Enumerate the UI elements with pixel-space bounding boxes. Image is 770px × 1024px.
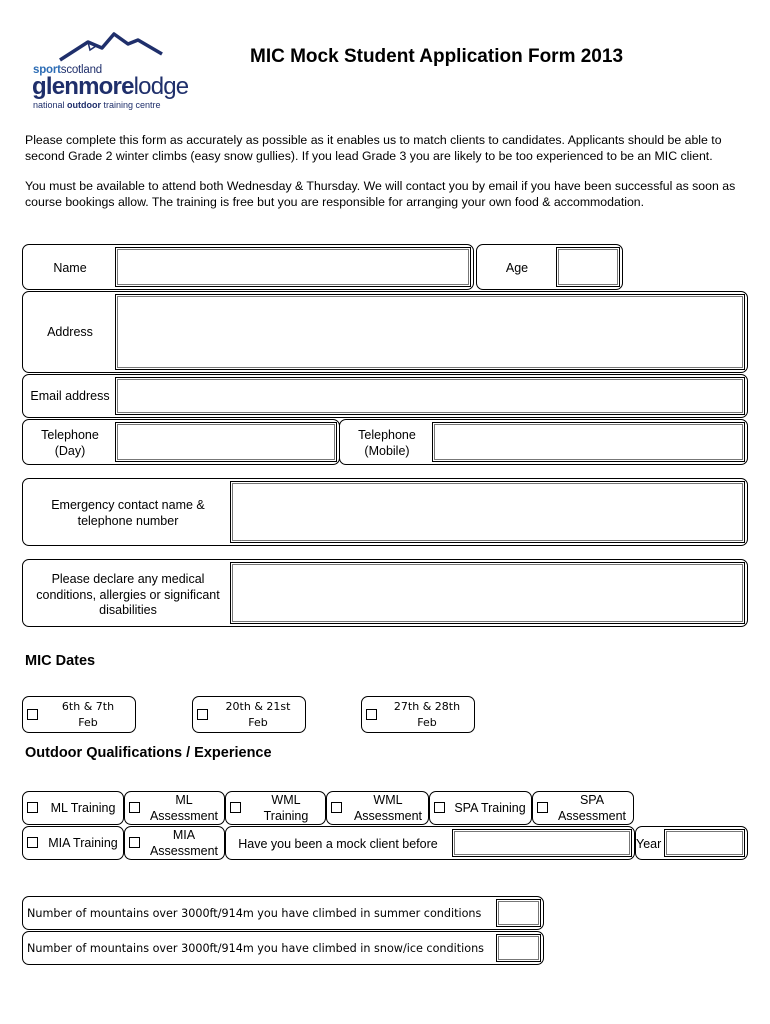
logo-lodge: lodge (133, 73, 189, 100)
email-field[interactable] (115, 377, 745, 415)
address-label: Address (47, 325, 93, 339)
wml-assessment-line2: Assessment (353, 808, 423, 823)
ml-training-checkbox[interactable] (27, 802, 38, 813)
age-field[interactable] (556, 247, 620, 287)
qualifications-heading: Outdoor Qualifications / Experience (25, 745, 272, 761)
date-option-3-line2: Feb (417, 715, 437, 729)
logo-scotland: scotland (60, 64, 102, 76)
medical-label-line3: disabilities (99, 603, 157, 617)
mock-client-label: Have you been a mock client before (238, 837, 438, 851)
summer-mountains-label: Number of mountains over 3000ft/914m you have climbed in summer conditions (27, 907, 482, 920)
medical-label-line1: Please declare any medical (51, 572, 205, 586)
wml-assessment-line1: WML (373, 793, 403, 807)
age-label: Age (505, 261, 529, 275)
email-label: Email address (30, 389, 110, 403)
spa-assessment-line1: SPA (579, 793, 605, 807)
date-option-2-line2: Feb (248, 715, 268, 729)
ml-assessment-line2: Assessment (149, 808, 219, 823)
intro-paragraph-2: You must be available to attend both Wednesday & Thursday. We will contact you by email if you have been successful as soon as course bookings allow. The training is free but you are responsible for arranging your own food & accommodation. (25, 179, 736, 209)
telephone-mobile-label-line2: (Mobile) (364, 443, 410, 458)
mia-training-label: MIA Training (48, 836, 118, 850)
wml-training-line1: WML (271, 793, 301, 807)
logo-outdoor: outdoor (67, 100, 102, 110)
spa-training-label: SPA Training (454, 801, 526, 815)
name-field[interactable] (115, 247, 471, 287)
address-field[interactable] (115, 294, 745, 370)
intro-paragraph-1: Please complete this form as accurately as possible as it enables us to match clients to candidates. Applicants should be able to second Grade 2 winter climbs (easy snow gullies). If you lead Grade 3 you are likely to be too experienced to be an MIC client. (25, 133, 722, 163)
date-option-3-checkbox[interactable] (366, 709, 377, 720)
date-option-1-line2: Feb (78, 715, 98, 729)
winter-mountains-label: Number of mountains over 3000ft/914m you have climbed in snow/ice conditions (27, 942, 484, 955)
date-option-2-line1: 20th & 21st (225, 700, 291, 713)
medical-label-line2: conditions, allergies or significant (36, 587, 220, 602)
wml-assessment-label (346, 793, 430, 824)
medical-field[interactable] (230, 562, 745, 624)
wml-training-line2: Training (263, 808, 309, 823)
telephone-day-label (22, 428, 118, 459)
telephone-mobile-field[interactable] (432, 422, 745, 462)
wml-training-label (243, 793, 329, 824)
logo-glenmore: glenmore (32, 73, 134, 100)
ml-assessment-label (142, 793, 226, 824)
summer-mountains-field[interactable] (496, 899, 541, 927)
medical-label (22, 572, 234, 619)
date-option-3-label (379, 699, 475, 730)
wml-training-checkbox[interactable] (230, 802, 241, 813)
spa-assessment-label (549, 793, 635, 824)
telephone-day-field[interactable] (115, 422, 337, 462)
telephone-mobile-label (339, 428, 435, 459)
mock-client-field[interactable] (452, 829, 632, 857)
telephone-mobile-label-line1: Telephone (358, 428, 416, 442)
emergency-contact-label (22, 498, 234, 529)
ml-assessment-checkbox[interactable] (129, 802, 140, 813)
date-option-2-label (210, 699, 306, 730)
spa-training-checkbox[interactable] (434, 802, 445, 813)
date-option-3-line1: 27th & 28th (393, 700, 461, 713)
date-option-1-line1: 6th & 7th (61, 700, 115, 713)
emergency-contact-field[interactable] (230, 481, 745, 543)
logo-tagline: training centre (101, 100, 161, 110)
emergency-contact-label-line1: Emergency contact name & (51, 498, 205, 512)
date-option-2-checkbox[interactable] (197, 709, 208, 720)
logo-sport: sport (33, 64, 61, 76)
page-title: MIC Mock Student Application Form 2013 (250, 46, 624, 67)
winter-mountains-field[interactable] (496, 934, 541, 962)
mia-assessment-checkbox[interactable] (129, 837, 140, 848)
logo-national: national (33, 100, 68, 110)
spa-assessment-checkbox[interactable] (537, 802, 548, 813)
mia-assessment-line2: Assessment (149, 843, 219, 858)
mic-dates-heading: MIC Dates (25, 653, 96, 669)
ml-training-label: ML Training (50, 801, 116, 815)
year-field[interactable] (664, 829, 745, 857)
name-label: Name (53, 261, 87, 275)
date-option-1-checkbox[interactable] (27, 709, 38, 720)
mia-assessment-line1: MIA (172, 828, 196, 842)
year-label: Year (636, 837, 662, 851)
mia-assessment-label (142, 828, 226, 859)
ml-assessment-line1: ML (175, 793, 193, 807)
mia-training-checkbox[interactable] (27, 837, 38, 848)
emergency-contact-label-line2: telephone number (77, 513, 179, 528)
telephone-day-label-line1: Telephone (41, 428, 99, 442)
logo (30, 30, 190, 110)
telephone-day-label-line2: (Day) (54, 443, 86, 458)
date-option-1-label (40, 699, 136, 730)
wml-assessment-checkbox[interactable] (331, 802, 342, 813)
spa-assessment-line2: Assessment (557, 808, 627, 823)
